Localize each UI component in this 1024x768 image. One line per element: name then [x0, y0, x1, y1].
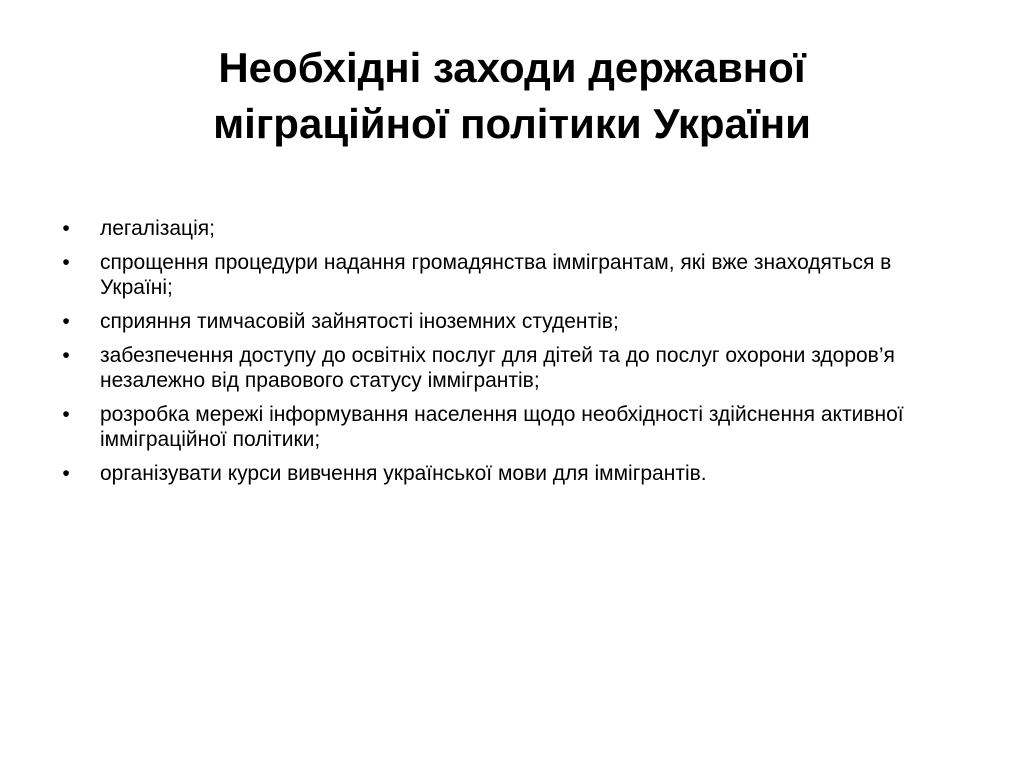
list-item: [60, 250, 960, 300]
list-item-text: спрощення процедури надання громадянства іммігрантам, які вже знаходяться в Україні;: [100, 251, 892, 299]
bullet-icon: •: [62, 217, 70, 240]
list-item: [60, 343, 960, 393]
list-item: [60, 402, 960, 452]
list-item: [60, 309, 960, 334]
bullet-icon: •: [62, 310, 70, 333]
list-item-text: легалізація;: [100, 217, 215, 240]
bullet-icon: •: [62, 344, 70, 367]
list-item-text: розробка мережі інформування населення щодо необхідності здійснення активної імміграційної політики;: [100, 403, 904, 451]
bullet-icon: •: [62, 403, 70, 426]
list-item-text: організувати курси вивчення української мови для іммігрантів.: [100, 462, 707, 485]
slide-title: [60, 40, 964, 152]
list-item: [60, 216, 960, 241]
bullet-icon: •: [62, 462, 70, 485]
bullet-icon: •: [62, 251, 70, 274]
bullet-list: [60, 216, 960, 495]
list-item: [60, 461, 960, 486]
slide-title-line-2: міграційної політики України: [213, 100, 811, 147]
slide-title-line-1: Необхідні заходи державної: [218, 44, 806, 91]
list-item-text: сприяння тимчасовій зайнятості іноземних студентів;: [100, 310, 619, 333]
list-item-text: забезпечення доступу до освітніх послуг для дітей та до послуг охорони здоров’я незалежно від правового статусу іммігрантів;: [100, 344, 895, 392]
